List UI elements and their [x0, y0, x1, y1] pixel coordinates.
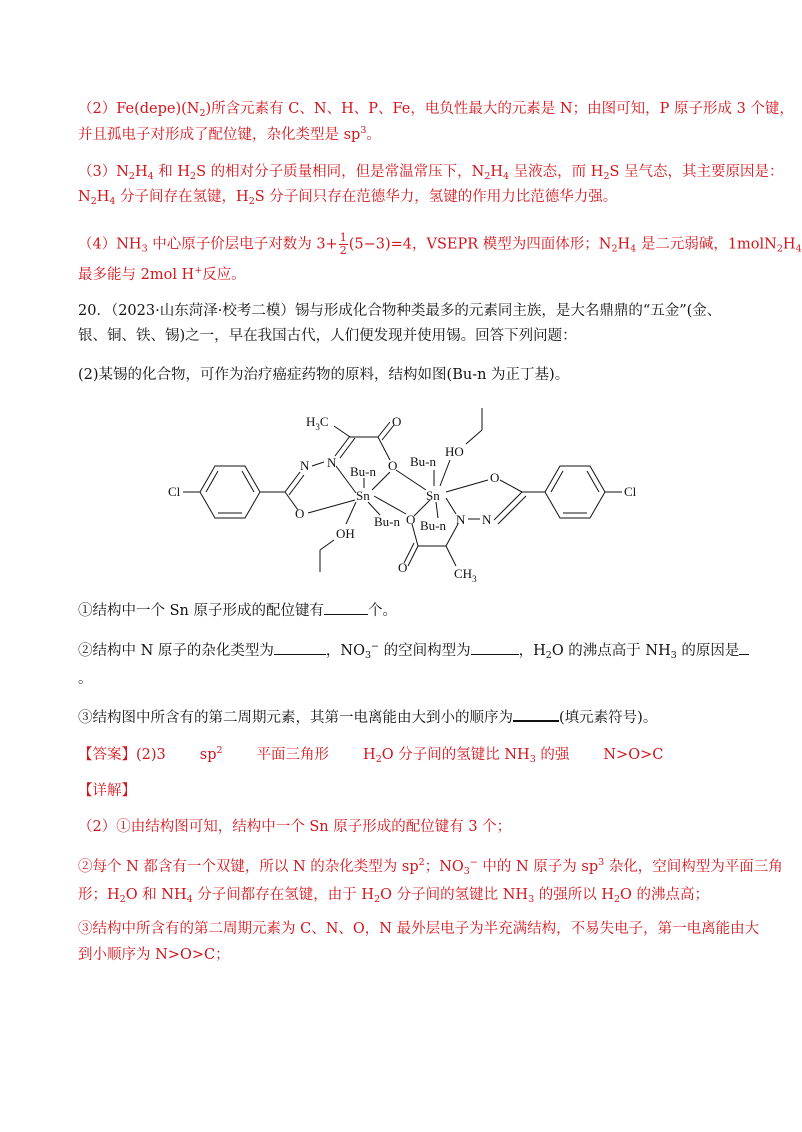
butyl-label: Bu-n — [420, 518, 446, 533]
q20-intro-line1: 20．（2023·山东菏泽·校考二模）锡与形成化合物种类最多的元素同主族，是大名鼎鼎的“五金”(金、 — [78, 303, 722, 319]
chlorine-right-label: Cl — [624, 484, 637, 499]
tin-right-label: Sn — [426, 488, 440, 503]
answer-line: 【答案】(2)3 $sp^2$ 平面三角形 $H_2O$ 分子间的氢键比 $NH_3$ 的强 N>O>C — [78, 745, 664, 765]
nitrogen-label: N — [482, 512, 492, 527]
chlorine-left-label: Cl — [168, 484, 181, 499]
answer-blank[interactable] — [274, 640, 326, 655]
q20-sub2-end: 。 — [78, 671, 93, 687]
q19-part3-line1: $(3)N_2H_4$ 和 $H_2S$ 的相对分子质量相同，但是常温常压下，$N_2H_4$ 呈液态，而 $H_2S$ 呈气态，其主要原因是： — [78, 164, 784, 182]
butyl-label: Bu-n — [374, 514, 400, 529]
q20-intro-line2: 银、铜、铁、锡)之一，早在我国古代，人们便发现并使用锡。回答下列问题： — [78, 328, 577, 344]
nitrogen-label: N — [456, 512, 466, 527]
answer-blank[interactable] — [739, 640, 749, 655]
detail-label: 【详解】 — [78, 783, 136, 799]
oxygen-label: O — [398, 560, 408, 575]
detail-line3: 形；$H_2O$ 和 $NH_4$ 分子间都存在氢键，由于 $H_2O$ 分子间的氢键比 $NH_3$ 的强所以 $H_2O$ 的沸点高； — [78, 887, 710, 905]
q20-part2-prompt: (2)某锡的化合物，可作为治疗癌症药物的原料，结构如图(Bu-n 为正丁基)。 — [78, 367, 570, 383]
q20-sub2: ②结构中 N 原子的杂化类型为 ，$NO_3^-$ 的空间构型为 ，$H_2O$ 的沸点高于 $NH_3$ 的原因是 — [78, 640, 738, 662]
right-benzene-ring — [545, 466, 605, 518]
methyl-bottom-label: $CH_3$ — [454, 566, 477, 584]
detail-line5: 到小顺序为 N>O>C； — [78, 947, 230, 963]
butyl-label: Bu-n — [350, 464, 376, 479]
oxygen-label: O — [406, 512, 416, 527]
answer-blank[interactable] — [471, 640, 519, 655]
detail-line1: （2）①由结构图可知，结构中一个 Sn 原子形成的配位键有 3 个； — [78, 819, 512, 835]
tin-complex-structure-diagram — [150, 400, 650, 585]
hydroxyl-left-label: OH — [336, 526, 355, 541]
q20-sub3: ③结构图中所含有的第二周期元素，其第一电离能由大到小的顺序为 (填元素符号)。 — [78, 706, 738, 729]
nitrogen-label: N — [300, 458, 310, 473]
q19-part4-line2: 最多能与 2mol H+反应。 — [78, 265, 246, 283]
answer-blank[interactable] — [324, 600, 368, 615]
q20-sub1: ①结构中一个 Sn 原子形成的配位键有 个。 — [78, 600, 738, 622]
oxygen-label: O — [388, 458, 398, 473]
tin-left-label: Sn — [356, 488, 370, 503]
answer-blank[interactable] — [513, 706, 559, 722]
hydroxyl-right-label: HO — [445, 444, 464, 459]
oxygen-label: O — [295, 506, 305, 521]
q19-part2-line1: $(2)Fe(depe)(N_2)$所含元素有 C、N、H、P、Fe，电负性最大的元素是 N；由图可知，P 原子形成 3 个键， — [78, 101, 794, 119]
butyl-label: Bu-n — [410, 454, 436, 469]
left-benzene-ring — [200, 466, 260, 518]
q19-part4-line1: $(4)NH_3$ 中心原子价层电子对数为 3+ $\frac{1}{2}$ (5−3)=4，VSEPR 模型为四面体形；$N_2H_4$ 是二元弱碱，$1molN_2H_4$ — [78, 231, 802, 257]
q19-part3-line2: $N_2H_4$ 分子间存在氢键，$H_2S$ 分子间只存在范德华力，氢键的作用力比范德华力强。 — [78, 189, 618, 207]
nitrogen-label: N — [327, 455, 337, 470]
q19-part2-line2: 并且孤电子对形成了配位键，杂化类型是 $sp^3$。 — [78, 125, 381, 143]
methyl-top-label: $H_3C$ — [306, 414, 329, 432]
detail-line4: ③结构中所含有的第二周期元素为 C、N、O，N 最外层电子为半充满结构，不易失电子，第一电离能由大 — [78, 921, 760, 937]
oxygen-label: O — [490, 470, 500, 485]
oxygen-label: O — [392, 414, 402, 429]
detail-line2: ②每个 N 都含有一个双键，所以 N 的杂化类型为 $sp^2$；$NO_3^-$ 中的 N 原子为 $sp^3$ 杂化，空间构型为平面三角 — [78, 857, 783, 877]
fraction-one-half: $\frac{1}{2}$ — [339, 231, 347, 257]
